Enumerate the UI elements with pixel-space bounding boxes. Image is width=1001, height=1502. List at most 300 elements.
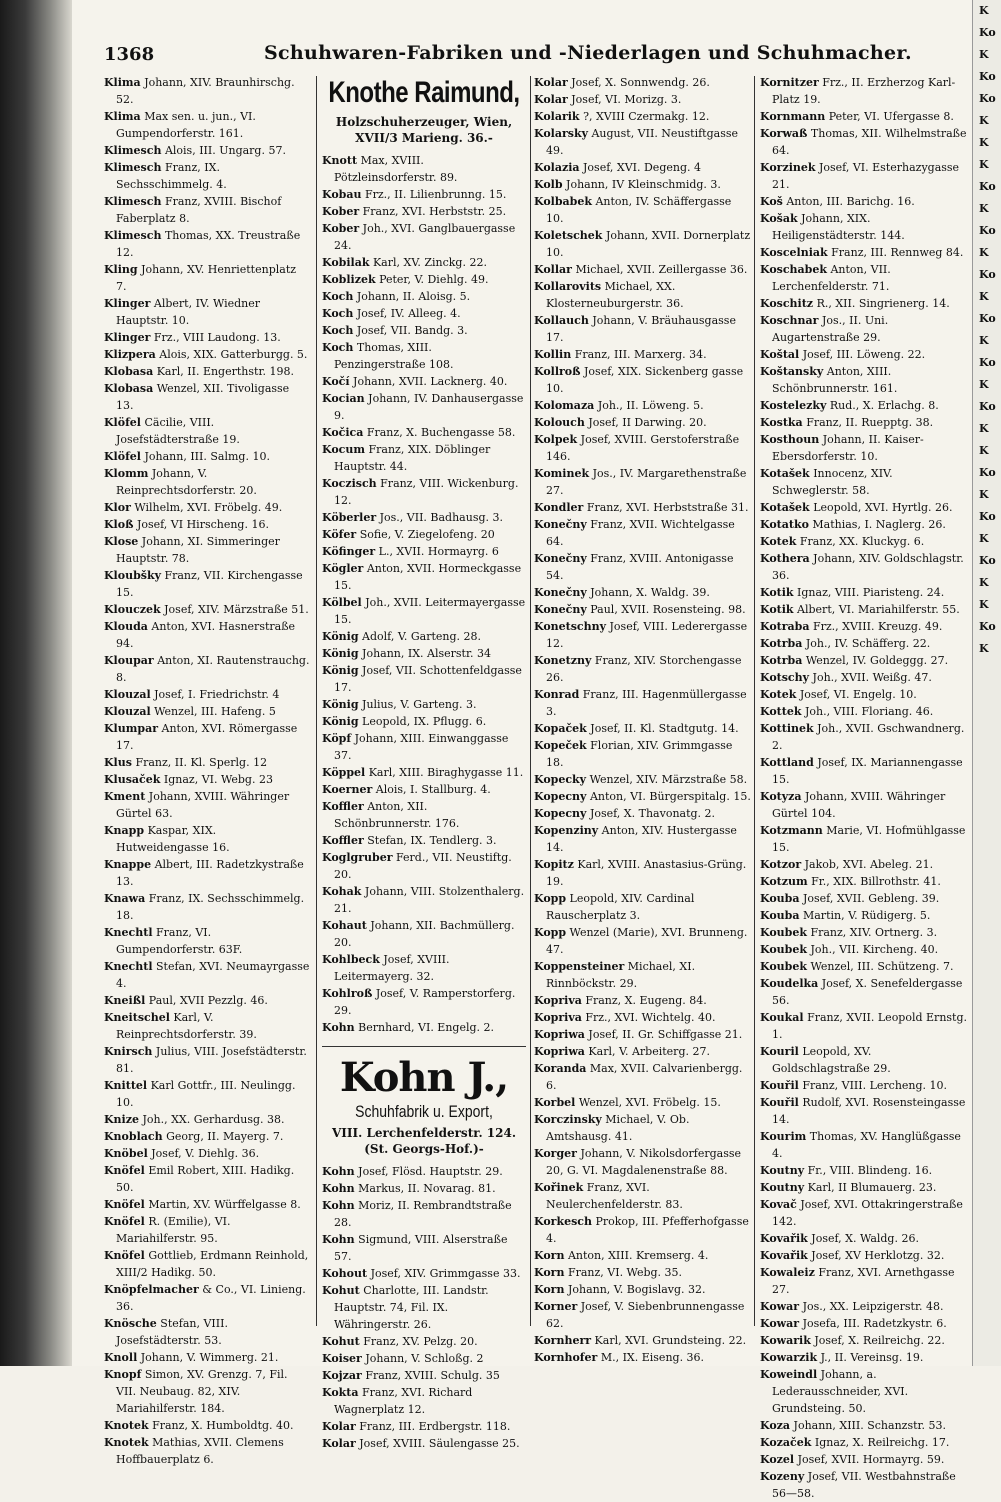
directory-entry xyxy=(104,618,310,652)
directory-entry xyxy=(322,832,526,849)
entry-details: Prokop, III. Pfefferhofgasse 4. xyxy=(546,1215,749,1245)
directory-entry xyxy=(322,288,526,305)
entry-details: Anton, XI. Rautenstrauchg. 8. xyxy=(116,654,310,684)
entry-details: Bernhard, VI. Engelg. 2. xyxy=(358,1021,495,1034)
entry-details: Johann, V. Reinprechtsdorferstr. 20. xyxy=(116,467,257,497)
edge-fragment: Ko xyxy=(979,180,996,193)
directory-entry xyxy=(104,1366,310,1417)
entry-surname: Kornherr xyxy=(534,1334,592,1347)
entry-surname: Klimesch xyxy=(104,195,162,208)
entry-surname: Klomm xyxy=(104,467,149,480)
directory-entry xyxy=(534,1264,752,1281)
entry-details: Franz, XVI. Herbststr. 25. xyxy=(362,205,507,218)
directory-entry xyxy=(534,363,752,397)
entry-surname: Konetzny xyxy=(534,654,592,667)
directory-entry xyxy=(104,822,310,856)
directory-entry xyxy=(760,1179,968,1196)
entry-surname: Koiser xyxy=(322,1352,362,1365)
entry-surname: Kozel xyxy=(760,1453,795,1466)
entry-details: Karl, II. Engerthstr. 198. xyxy=(156,365,294,378)
entry-surname: Kosthoun xyxy=(760,433,820,446)
directory-entry xyxy=(104,1077,310,1111)
entry-details: Ignaz, X. Reilreichg. 17. xyxy=(814,1436,950,1449)
edge-fragment: Ko xyxy=(979,510,996,523)
directory-entry xyxy=(104,1196,310,1213)
entry-details: Max, XVIII. Pötzleinsdorferstr. 89. xyxy=(334,154,458,184)
entry-details: Michael, V. Ob. Amtshausg. 41. xyxy=(546,1113,690,1143)
directory-entry xyxy=(104,1213,310,1247)
entry-details: J., II. Vereinsg. 19. xyxy=(820,1351,924,1364)
entry-details: Johann, XII. Bachmüllerg. 20. xyxy=(334,919,515,949)
entry-details: Anton, III. Barichg. 16. xyxy=(786,195,915,208)
ad-line: (St. Georgs-Hof.)- xyxy=(364,1142,484,1156)
entry-surname: Knoll xyxy=(104,1351,138,1364)
entry-details: Josef, VI. Morizg. 3. xyxy=(571,93,682,106)
entry-details: Jakob, XVI. Abeleg. 21. xyxy=(804,858,934,871)
directory-entry xyxy=(104,1128,310,1145)
entry-details: Josef, XVI. Ottakringerstraße 142. xyxy=(772,1198,963,1228)
directory-entry xyxy=(760,533,968,550)
directory-entry xyxy=(104,720,310,754)
directory-entry xyxy=(534,805,752,822)
directory-entry xyxy=(322,1367,526,1384)
entry-surname: Korczinsky xyxy=(534,1113,602,1126)
directory-entry xyxy=(104,771,310,788)
directory-entry xyxy=(760,1349,968,1366)
entry-details: Josef, X. Sonnwendg. 26. xyxy=(571,76,710,89)
directory-entry xyxy=(322,985,526,1019)
directory-entry xyxy=(322,1163,526,1180)
entry-details: Fr., VIII. Blindeng. 16. xyxy=(807,1164,933,1177)
entry-details: Frz., II. Erzherzog Karl-Platz 19. xyxy=(772,76,956,106)
page-header xyxy=(104,42,984,72)
directory-entry xyxy=(104,1009,310,1043)
entry-details: Mathias, I. Naglerg. 26. xyxy=(812,518,946,531)
entry-surname: Kohut xyxy=(322,1284,360,1297)
entry-details: Thomas, XV. Hanglüßgasse 4. xyxy=(772,1130,961,1160)
directory-entry xyxy=(534,1060,752,1094)
entry-details: Innocenz, XIV. Schweglerstr. 58. xyxy=(772,467,893,497)
edge-fragment: Ko xyxy=(979,224,996,237)
directory-entry xyxy=(534,1043,752,1060)
entry-details: & Co., VI. Linieng. 36. xyxy=(116,1283,306,1313)
directory-entry xyxy=(322,424,526,441)
entry-details: Franz, IX. Sechsschimmelg. 4. xyxy=(116,161,227,191)
entry-details: Wenzel, XIV. Märzstraße 58. xyxy=(589,773,748,786)
entry-details: Albert, IV. Wiedner Hauptstr. 10. xyxy=(116,297,260,327)
entry-surname: Kolomaza xyxy=(534,399,595,412)
entry-surname: Kollroß xyxy=(534,365,581,378)
directory-entry xyxy=(322,849,526,883)
entry-surname: Koutny xyxy=(760,1181,805,1194)
directory-column-4 xyxy=(760,74,968,1500)
entry-details: Leopold, XV. Goldschlagstraße 29. xyxy=(772,1045,891,1075)
entry-surname: Kopenziny xyxy=(534,824,599,837)
directory-entry xyxy=(104,380,310,414)
entry-surname: Koerner xyxy=(322,783,373,796)
directory-entry xyxy=(760,431,968,465)
directory-entry xyxy=(760,1043,968,1077)
edge-fragment: K xyxy=(979,532,989,545)
entry-surname: Knösche xyxy=(104,1317,157,1330)
entry-details: Josefa, III. Radetzkystr. 6. xyxy=(802,1317,947,1330)
entry-details: Wilhelm, XVI. Fröbelg. 49. xyxy=(134,501,283,514)
entry-surname: Kolar xyxy=(322,1437,356,1450)
entry-details: Wenzel, IV. Goldeggg. 27. xyxy=(805,654,949,667)
directory-entry xyxy=(322,781,526,798)
directory-entry xyxy=(534,1179,752,1213)
entry-details: Johann, V. Wimmerg. 21. xyxy=(140,1351,279,1364)
entry-surname: Kopriva xyxy=(534,994,582,1007)
entry-surname: Kolouch xyxy=(534,416,585,429)
directory-entry xyxy=(322,883,526,917)
directory-entry xyxy=(104,1349,310,1366)
entry-details: Joh., XVII. Gschwandnerg. 2. xyxy=(772,722,965,752)
entry-details: Franz, VI. Gumpendorferstr. 63F. xyxy=(116,926,243,956)
entry-surname: Koch xyxy=(322,290,354,303)
entry-surname: Kouřil xyxy=(760,1079,799,1092)
directory-entry xyxy=(534,1247,752,1264)
entry-surname: Kočica xyxy=(322,426,364,439)
edge-fragment: Ko xyxy=(979,312,996,325)
entry-surname: Korner xyxy=(534,1300,578,1313)
entry-details: Charlotte, III. Landstr. Hauptstr. 74, Fil. IX. Währingerstr. 26. xyxy=(334,1284,489,1331)
entry-surname: Kopecny xyxy=(534,807,587,820)
edge-fragment: Ko xyxy=(979,400,996,413)
directory-entry xyxy=(534,465,752,499)
entry-details: Josef, IX. Mariannengasse 15. xyxy=(772,756,963,786)
entry-details: Johann, VIII. Stolzenthalerg. 21. xyxy=(334,885,525,915)
directory-entry xyxy=(534,856,752,890)
entry-surname: Kloß xyxy=(104,518,134,531)
edge-fragment: K xyxy=(979,290,989,303)
next-page-edge xyxy=(972,0,1001,1366)
edge-fragment: K xyxy=(979,422,989,435)
entry-surname: Kopaček xyxy=(534,722,587,735)
entry-surname: Kneitschel xyxy=(104,1011,170,1024)
directory-entry xyxy=(534,431,752,465)
edge-fragment: Ko xyxy=(979,268,996,281)
entry-surname: Klimesch xyxy=(104,161,162,174)
entry-details: Franz, II. Ruepptg. 38. xyxy=(806,416,934,429)
entry-details: Anton, VII. Lerchenfelderstr. 71. xyxy=(772,263,891,293)
directory-entry xyxy=(104,533,310,567)
directory-entry xyxy=(534,720,752,737)
entry-surname: Kollauch xyxy=(534,314,589,327)
entry-details: Karl, XVIII. Anastasius-Grüng. 19. xyxy=(546,858,747,888)
entry-surname: Kořinek xyxy=(534,1181,584,1194)
entry-surname: Korger xyxy=(534,1147,577,1160)
entry-details: Franz, XVII. Leopold Ernstg. 1. xyxy=(772,1011,968,1041)
directory-entry xyxy=(534,516,752,550)
entry-surname: Kotzmann xyxy=(760,824,823,837)
entry-details: Karl, II Blumauerg. 23. xyxy=(807,1181,937,1194)
directory-entry xyxy=(104,74,310,108)
directory-entry xyxy=(104,465,310,499)
directory-entry xyxy=(322,662,526,696)
directory-entry xyxy=(760,1247,968,1264)
directory-entry xyxy=(534,1281,752,1298)
entry-details: Franz, VII. Kirchengasse 15. xyxy=(116,569,303,599)
entry-surname: Kowaleiz xyxy=(760,1266,815,1279)
entry-details: Josef, V. Ramperstorferg. 29. xyxy=(334,987,516,1017)
entry-details: Georg, II. Mayerg. 7. xyxy=(166,1130,284,1143)
entry-surname: Klima xyxy=(104,110,141,123)
entry-details: Johann, IX. Alserstr. 34 xyxy=(362,647,492,660)
entry-details: Karl, XV. Zinckg. 22. xyxy=(372,256,487,269)
entry-surname: Koš xyxy=(760,195,783,208)
directory-entry xyxy=(760,261,968,295)
directory-entry xyxy=(104,414,310,448)
entry-surname: Kohn xyxy=(322,1233,355,1246)
directory-entry xyxy=(760,703,968,720)
directory-entry xyxy=(322,254,526,271)
entry-details: Martin, V. Rüdigerg. 5. xyxy=(802,909,931,922)
directory-entry xyxy=(534,958,752,992)
ad-line: XVII/3 Marieng. 36.- xyxy=(355,131,493,145)
entry-details: Julius, VIII. Josefstädterstr. 81. xyxy=(116,1045,307,1075)
directory-entry xyxy=(104,1417,310,1434)
entry-details: Rudolf, XVI. Rosensteingasse 14. xyxy=(772,1096,966,1126)
edge-fragment: K xyxy=(979,114,989,127)
entry-details: Joh., IV. Schäfferg. 22. xyxy=(805,637,931,650)
directory-entry xyxy=(322,1350,526,1367)
entry-surname: Knittel xyxy=(104,1079,148,1092)
directory-entry xyxy=(534,822,752,856)
directory-entry xyxy=(322,696,526,713)
entry-surname: Kočí xyxy=(322,375,350,388)
directory-column-1 xyxy=(104,74,310,1466)
entry-surname: Kotschy xyxy=(760,671,810,684)
directory-entry xyxy=(322,203,526,220)
edge-fragment: K xyxy=(979,598,989,611)
directory-entry xyxy=(760,295,968,312)
entry-surname: Köfer xyxy=(322,528,357,541)
entry-surname: Korbel xyxy=(534,1096,576,1109)
entry-details: Leopold, XIV. Cardinal Rauscherplatz 3. xyxy=(546,892,695,922)
entry-details: Franz, II. Kl. Sperlg. 12 xyxy=(135,756,268,769)
directory-entry xyxy=(760,669,968,686)
entry-details: Joh., VIII. Floriang. 46. xyxy=(804,705,934,718)
entry-details: Peter, V. Diehlg. 49. xyxy=(379,273,489,286)
entry-surname: Koranda xyxy=(534,1062,587,1075)
directory-entry xyxy=(322,152,526,186)
entry-surname: Koblizek xyxy=(322,273,376,286)
entry-details: Johann, V. Nikolsdorfergasse 20, G. VI. Magdalenenstraße 88. xyxy=(546,1147,742,1177)
entry-surname: Koch xyxy=(322,307,354,320)
directory-entry xyxy=(534,618,752,652)
entry-surname: Kopriva xyxy=(534,1011,582,1024)
entry-details: Anton, XIII. Kremserg. 4. xyxy=(567,1249,709,1262)
entry-surname: Koubek xyxy=(760,960,807,973)
entry-surname: Kolarik xyxy=(534,110,580,123)
directory-entry xyxy=(534,1332,752,1349)
entry-details: R., XII. Singrienerg. 14. xyxy=(816,297,950,310)
entry-surname: Kopeček xyxy=(534,739,587,752)
directory-entry xyxy=(322,730,526,764)
directory-entry xyxy=(534,312,752,346)
directory-column-3 xyxy=(534,74,752,1364)
entry-surname: Klouzal xyxy=(104,705,151,718)
entry-details: Moriz, II. Rembrandtstraße 28. xyxy=(334,1199,512,1229)
entry-details: Franz, XIV. Ortnerg. 3. xyxy=(810,926,938,939)
entry-details: Jos., VII. Badhausg. 3. xyxy=(379,511,504,524)
entry-surname: Kouřil xyxy=(760,1096,799,1109)
entry-details: Sofie, V. Ziegelofeng. 20 xyxy=(359,528,495,541)
entry-surname: Kotraba xyxy=(760,620,810,633)
entry-details: Johann, XVIII. Währinger Gürtel 104. xyxy=(772,790,946,820)
entry-details: Anton, XII. Schönbrunnerstr. 176. xyxy=(334,800,460,830)
entry-details: Franz, VIII. Wickenburg. 12. xyxy=(334,477,519,507)
directory-entry xyxy=(322,526,526,543)
entry-details: Stefan, XVI. Neumayrgasse 4. xyxy=(116,960,310,990)
entry-details: Peter, VI. Ufergasse 8. xyxy=(828,110,954,123)
entry-surname: Kovařik xyxy=(760,1249,808,1262)
entry-details: Josef, X. Waldg. 26. xyxy=(811,1232,919,1245)
entry-surname: Kotašek xyxy=(760,501,810,514)
entry-details: Franz, XVII. Wichtelgasse 64. xyxy=(546,518,735,548)
edge-fragment: Ko xyxy=(979,92,996,105)
directory-entry xyxy=(760,975,968,1009)
entry-details: Josef, VI. Engelg. 10. xyxy=(799,688,917,701)
directory-entry xyxy=(104,652,310,686)
entry-details: Markus, II. Novarag. 81. xyxy=(358,1182,496,1195)
entry-details: Josef, XIV. Grimmgasse 33. xyxy=(370,1267,521,1280)
entry-surname: Koczisch xyxy=(322,477,377,490)
directory-entry xyxy=(322,220,526,254)
entry-surname: Kollin xyxy=(534,348,572,361)
directory-entry xyxy=(534,1213,752,1247)
directory-entry xyxy=(760,1434,968,1451)
entry-surname: Koukal xyxy=(760,1011,804,1024)
directory-entry xyxy=(322,1384,526,1418)
directory-entry xyxy=(534,788,752,805)
directory-entry xyxy=(534,771,752,788)
entry-surname: Kostka xyxy=(760,416,803,429)
entry-details: Adolf, V. Garteng. 28. xyxy=(362,630,481,643)
entry-details: Josef, II. Gr. Schiffgasse 21. xyxy=(588,1028,743,1041)
entry-surname: Kohn xyxy=(322,1021,355,1034)
directory-entry xyxy=(104,159,310,193)
directory-entry xyxy=(322,390,526,424)
directory-entry xyxy=(322,645,526,662)
directory-entry xyxy=(322,560,526,594)
directory-entry xyxy=(534,346,752,363)
directory-entry xyxy=(760,74,968,108)
entry-details: Johann, IV Kleinschmidg. 3. xyxy=(566,178,721,191)
directory-entry xyxy=(534,686,752,720)
entry-surname: Kowar xyxy=(760,1317,800,1330)
entry-surname: Konečny xyxy=(534,586,587,599)
entry-surname: Kopriwa xyxy=(534,1028,585,1041)
directory-entry xyxy=(322,186,526,203)
entry-details: Franz, XVIII. Schulg. 35 xyxy=(365,1369,500,1382)
entry-surname: Koutny xyxy=(760,1164,805,1177)
directory-entry xyxy=(760,1315,968,1332)
entry-surname: Klimesch xyxy=(104,229,162,242)
directory-entry xyxy=(322,1282,526,1333)
entry-details: Josef, VI. Esterhazygasse 21. xyxy=(772,161,960,191)
entry-surname: Koubek xyxy=(760,943,807,956)
entry-surname: Konečny xyxy=(534,518,587,531)
entry-details: Sigmund, VIII. Alserstraße 57. xyxy=(334,1233,508,1263)
entry-details: Johann, XI. Simmeringer Hauptstr. 78. xyxy=(116,535,280,565)
entry-details: Emil Robert, XIII. Hadikg. 50. xyxy=(116,1164,295,1194)
entry-surname: Kotrba xyxy=(760,637,803,650)
edge-fragment: K xyxy=(979,576,989,589)
directory-entry xyxy=(104,686,310,703)
entry-surname: Kotatko xyxy=(760,518,809,531)
entry-surname: Köfinger xyxy=(322,545,376,558)
entry-surname: Klinger xyxy=(104,297,151,310)
entry-surname: Kopecky xyxy=(534,773,587,786)
directory-entry xyxy=(760,1196,968,1230)
edge-fragment: K xyxy=(979,4,989,17)
entry-details: Josef, Flösd. Hauptstr. 29. xyxy=(358,1165,503,1178)
directory-entry xyxy=(534,193,752,227)
directory-entry xyxy=(322,1418,526,1435)
entry-details: Alois, I. Stallburg. 4. xyxy=(375,783,491,796)
entry-surname: Klobasa xyxy=(104,382,154,395)
directory-entry xyxy=(322,798,526,832)
directory-entry xyxy=(322,594,526,628)
entry-surname: Koschnar xyxy=(760,314,819,327)
directory-entry xyxy=(534,737,752,771)
edge-fragment: K xyxy=(979,444,989,457)
entry-surname: Kohut xyxy=(322,1335,360,1348)
entry-details: Josef, VIII. Lederergasse 12. xyxy=(546,620,748,650)
entry-details: Rud., X. Erlachg. 8. xyxy=(829,399,939,412)
entry-surname: Kotzor xyxy=(760,858,802,871)
entry-details: Wenzel, XII. Tivoligasse 13. xyxy=(116,382,290,412)
entry-details: Franz, XV. Pelzg. 20. xyxy=(363,1335,478,1348)
entry-details: Marie, VI. Hofmühlgasse 15. xyxy=(772,824,966,854)
entry-details: Johann, XIV. Braunhirschg. 52. xyxy=(116,76,295,106)
directory-entry xyxy=(104,1434,310,1468)
entry-details: Franz, VIII. Lercheng. 10. xyxy=(802,1079,948,1092)
entry-surname: Kokta xyxy=(322,1386,359,1399)
entry-surname: Knechtl xyxy=(104,926,153,939)
entry-surname: Koštansky xyxy=(760,365,824,378)
entry-surname: Kolar xyxy=(534,93,568,106)
entry-details: Karl, V. Reinprechtsdorferstr. 39. xyxy=(116,1011,257,1041)
directory-entry xyxy=(104,754,310,771)
entry-details: Josef, III. Löweng. 22. xyxy=(802,348,926,361)
directory-entry xyxy=(534,108,752,125)
entry-surname: Korzinek xyxy=(760,161,816,174)
edge-fragment: K xyxy=(979,136,989,149)
directory-entry xyxy=(534,176,752,193)
entry-surname: Kopp xyxy=(534,892,567,905)
directory-entry xyxy=(322,713,526,730)
entry-surname: Kohlbeck xyxy=(322,953,380,966)
entry-surname: Kohn xyxy=(322,1182,355,1195)
entry-details: Josef, IV. Alleeg. 4. xyxy=(356,307,461,320)
entry-details: Josef, V. Siebenbrunnengasse 62. xyxy=(546,1300,745,1330)
edge-fragment: K xyxy=(979,334,989,347)
entry-details: Johann, V. Schloßg. 2 xyxy=(365,1352,484,1365)
entry-surname: Koudelka xyxy=(760,977,819,990)
directory-entry xyxy=(534,1111,752,1145)
entry-details: Johann, XV. Henriettenplatz 7. xyxy=(116,263,297,293)
entry-details: Gottlieb, Erdmann Reinhold, XIII/2 Hadikg. 50. xyxy=(116,1249,309,1279)
entry-surname: Kouba xyxy=(760,892,800,905)
entry-details: Ferd., VII. Neustiftg. 20. xyxy=(334,851,512,881)
entry-surname: Kotašek xyxy=(760,467,810,480)
directory-entry xyxy=(104,499,310,516)
entry-surname: Kober xyxy=(322,205,360,218)
directory-entry xyxy=(534,227,752,261)
